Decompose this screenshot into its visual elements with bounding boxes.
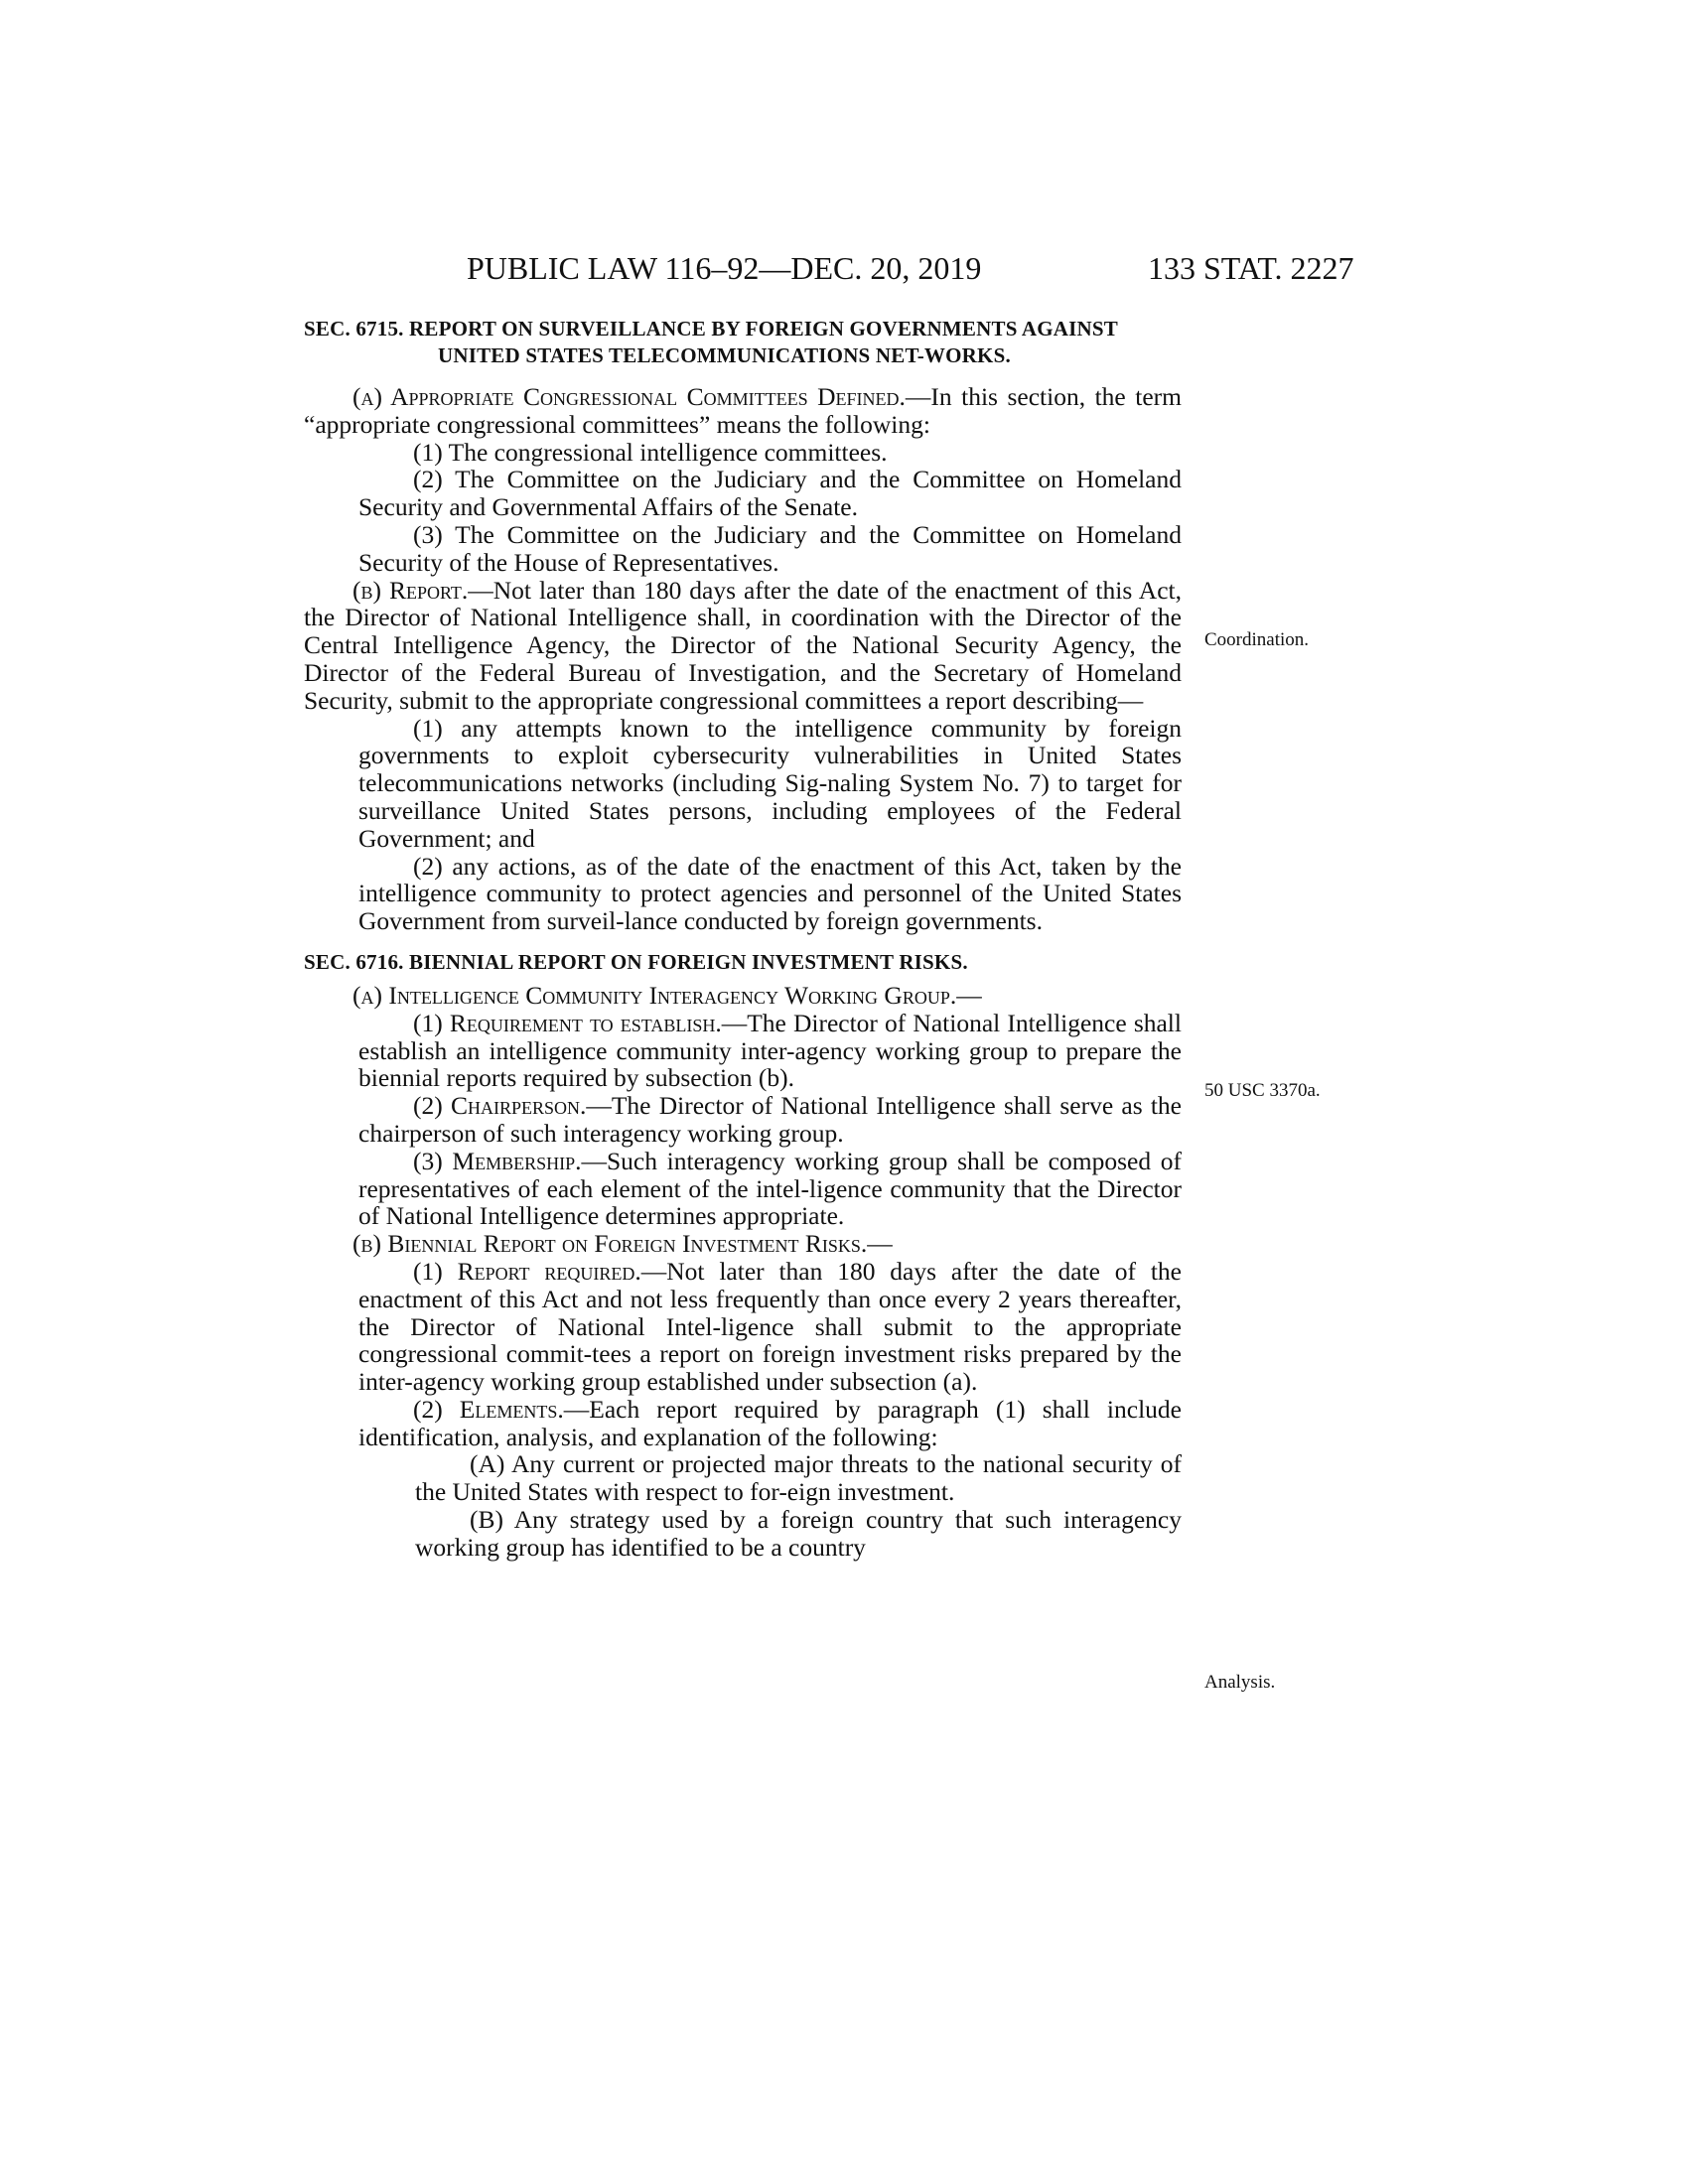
paragraph-text: Not later than 180 days after the date of the enactment of this Act and not less frequently than once every 2 years thereafter, the Director of National Intel-ligence shall submit to the appropriate congressional commit-tees a report on foreign investment risks prepared by the inter-agency working group established under subsection (a). xyxy=(358,1256,1182,1397)
section-6716-a1 xyxy=(304,1010,1182,1092)
margin-note-usc: 50 USC 3370a. xyxy=(1204,1080,1321,1101)
section-6716-b xyxy=(304,1230,1182,1258)
section-6715-heading: SEC. 6715. REPORT ON SURVEILLANCE BY FOREIGN GOVERNMENTS AGAINST UNITED STATES TELECOMMUNICATIONS NET-WORKS. xyxy=(304,317,1118,367)
subsection-heading: (a) Intelligence Community Interagency Working Group.— xyxy=(352,980,982,1010)
paragraph-text: Not later than 180 days after the date of the enactment of this Act, the Director of National Intelligence shall, in coordination with the Director of the Central Intelligence Agency, the Director of the National Security Agency, the Director of the Federal Bureau of Investigation, and the Secretary of Homeland Security, submit to the appropriate congressional committees a report describing— xyxy=(304,575,1182,715)
section-6715-b2: (2) any actions, as of the date of the enactment of this Act, taken by the intelligence community to protect agencies and personnel of the United States Government from surveil-lance conducted by foreign governments. xyxy=(358,851,1182,936)
paragraph-text: In this section, the term “appropriate congressional committees” means the following: xyxy=(304,382,1182,439)
paragraph-heading: (2) Chairperson.— xyxy=(413,1091,612,1121)
section-6715-b xyxy=(304,577,1182,715)
subsection-heading: (b) Report.— xyxy=(352,575,493,605)
margin-note-analysis: Analysis. xyxy=(1204,1672,1276,1693)
section-6715-b1: (1) any attempts known to the intelligence community by foreign governments to exploit cybersecurity vulnerabilities in United States telecommunications networks (including Sig-naling System No. 7) to target for surveillance United States persons, including employees of the Federal Government; and xyxy=(358,713,1182,853)
subsection-heading: (b) Biennial Report on Foreign Investment Risks.— xyxy=(352,1229,893,1259)
section-6716-a3 xyxy=(304,1148,1182,1230)
section-6716-b2-B: (B) Any strategy used by a foreign country that such interagency working group has identified to be a country xyxy=(415,1505,1182,1562)
section-6716-b2-A: (A) Any current or projected major threats to the national security of the United States with respect to for-eign investment. xyxy=(415,1449,1182,1507)
section-6716-b1 xyxy=(304,1258,1182,1396)
subsection-heading: (a) Appropriate Congressional Committees Defined.— xyxy=(352,382,931,411)
paragraph-heading: (1) Report required.— xyxy=(413,1256,667,1286)
section-6716-a2 xyxy=(304,1092,1182,1148)
paragraph-text: Each report required by paragraph (1) shall include identification, analysis, and explanation of the following: xyxy=(358,1394,1182,1451)
section-6716-heading: SEC. 6716. BIENNIAL REPORT ON FOREIGN INVESTMENT RISKS. xyxy=(304,949,968,974)
paragraph-text: The Director of National Intelligence shall serve as the chairperson of such interagency working group. xyxy=(358,1091,1182,1148)
section-6715-a2: (2) The Committee on the Judiciary and the Committee on Homeland Security and Governmental Affairs of the Senate. xyxy=(358,465,1182,522)
paragraph-heading: (1) Requirement to establish.— xyxy=(413,1008,748,1037)
margin-note-coordination: Coordination. xyxy=(1204,629,1310,650)
section-6715-a1: (1) The congressional intelligence committees. xyxy=(413,437,888,467)
page-number: 133 STAT. 2227 xyxy=(1148,250,1354,286)
section-6716-a xyxy=(304,982,1182,1010)
section-6715-a xyxy=(304,383,1182,439)
paragraph-heading: (2) Elements.— xyxy=(413,1394,590,1424)
paragraph-text: Such interagency working group shall be composed of representatives of each element of the intel-ligence community that the Director of National Intelligence determines appropriate. xyxy=(358,1146,1182,1231)
document-body xyxy=(304,316,1182,1562)
paragraph-text: The Director of National Intelligence shall establish an intelligence community inter-agency working group to prepare the biennial reports required by subsection (b). xyxy=(358,1008,1182,1093)
running-head: PUBLIC LAW 116–92—DEC. 20, 2019 xyxy=(467,250,982,286)
paragraph-heading: (3) Membership.— xyxy=(413,1146,607,1175)
section-6715-a3: (3) The Committee on the Judiciary and the Committee on Homeland Security of the House of Representatives. xyxy=(358,519,1182,577)
section-6716-b2 xyxy=(304,1396,1182,1451)
